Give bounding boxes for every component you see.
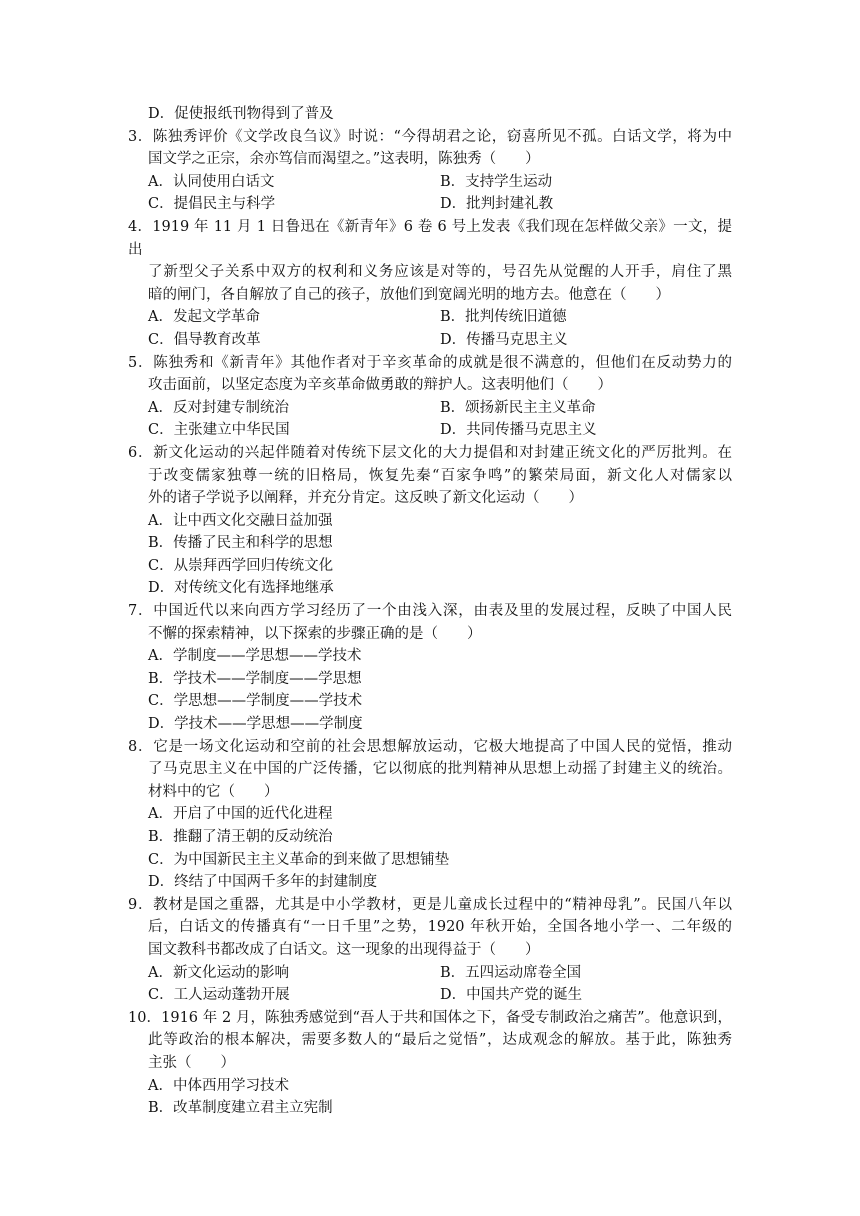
option-row — [128, 193, 732, 216]
option-text: D．促使报纸刊物得到了普及 — [148, 106, 334, 122]
option-text: B．支持学生运动 — [440, 173, 553, 190]
option-text: B．颂扬新民主主义革命 — [440, 399, 596, 416]
question-line: 外的诸子学说予以阐释，并充分肯定。这反映了新文化运动（ ） — [148, 490, 583, 507]
option-text: D．共同传播马克思主义 — [440, 422, 597, 439]
option-text: D．对传统文化有选择地继承 — [148, 580, 334, 597]
option-text: C．倡导教育改革 — [148, 331, 261, 348]
question-line: 6．新文化运动的兴起伴随着对传统下层文化的大力提倡和对封建正统文化的严厉批判。在 — [128, 444, 732, 461]
option-text: C．学思想——学制度——学技术 — [148, 693, 363, 710]
option-text: A．中体西用学习技术 — [148, 1077, 289, 1094]
option-row — [128, 984, 732, 1007]
option-text: C．工人运动蓬勃开展 — [148, 987, 290, 1004]
question-line: 于改变儒家独尊一统的旧格局，恢复先秦“百家争鸣”的繁荣局面，新文化人对儒家以 — [148, 467, 732, 484]
option-text: B．批判传统旧道德 — [440, 309, 567, 326]
question-line: 了马克思主义在中国的广泛传播，它以彻底的批判精神从思想上动摇了封建主义的统治。 — [148, 761, 732, 778]
option-text: D．中国共产党的诞生 — [440, 987, 583, 1004]
option-text: B．学技术——学制度——学思想 — [148, 670, 362, 687]
option-text: B．传播了民主和科学的思想 — [148, 535, 333, 552]
question-line: 后，白话文的传播真有“一日千里”之势，1920 年秋开始，全国各地小学一、二年级的 — [148, 919, 732, 936]
option-text: D．学技术——学思想——学制度 — [148, 716, 363, 733]
option-text: C．为中国新民主主义革命的到来做了思想铺垫 — [148, 851, 450, 868]
option-text: D．批判封建礼教 — [440, 196, 554, 213]
option-text: B．改革制度建立君主立宪制 — [148, 1100, 333, 1117]
option-text: A．让中西文化交融日益加强 — [148, 512, 333, 529]
question-line: 7．中国近代以来向西方学习经历了一个由浅入深，由表及里的发展过程，反映了中国人民 — [128, 603, 732, 620]
option-text: B．推翻了清王朝的反动统治 — [148, 829, 333, 845]
question-line: 3．陈独秀评价《文学改良刍议》时说：“今得胡君之论，窃喜所见不孤。白话文学，将为中 — [128, 128, 732, 145]
question-line: 了新型父子关系中双方的权利和义务应该是对等的，号召先从觉醒的人开手，肩住了黑 — [148, 264, 732, 281]
question-line: 5．陈独秀和《新青年》其他作者对于辛亥革命的成就是很不满意的，但他们在反动势力的 — [128, 354, 732, 371]
option-row — [128, 397, 732, 420]
option-row — [128, 171, 732, 194]
question-content — [128, 103, 732, 1120]
question-line: 不懈的探索精神，以下探索的步骤正确的是（ ） — [148, 625, 482, 642]
option-row — [128, 962, 732, 985]
question-line: 暗的闸门，各自解放了自己的孩子，放他们到宽阔光明的地方去。他意在（ ） — [148, 286, 670, 303]
question-line: 9．教材是国之重器，尤其是中小学教材，更是儿童成长过程中的“精神母乳”。民国八年以 — [128, 896, 732, 913]
option-text: B．五四运动席卷全国 — [440, 964, 582, 981]
option-text: D．传播马克思主义 — [440, 331, 568, 348]
question-line: 此等政治的根本解决，需要多数人的“最后之觉悟”，达成观念的解放。基于此，陈独秀 — [148, 1032, 732, 1049]
option-text: A．学制度——学思想——学技术 — [148, 648, 362, 665]
question-line: 材料中的它（ ） — [148, 783, 279, 800]
question-line: 4．1919 年 11 月 1 日鲁迅在《新青年》6 卷 6 号上发表《我们现在怎样做父亲》一文，提出 — [128, 218, 732, 258]
option-row — [128, 419, 732, 442]
option-text: C．提倡民主与科学 — [148, 196, 276, 213]
question-line: 攻击面前，以坚定态度为辛亥革命做勇敢的辩护人。这表明他们（ ） — [148, 377, 612, 394]
option-text: A．开启了中国的近代化进程 — [148, 806, 333, 823]
option-text: A．反对封建专制统治 — [148, 399, 289, 416]
option-text: C．从崇拜西学回归传统文化 — [148, 557, 334, 574]
option-text: A．新文化运动的影响 — [148, 964, 289, 981]
option-text: A．认同使用白话文 — [148, 173, 275, 190]
question-line: 8．它是一场文化运动和空前的社会思想解放运动，它极大地提高了中国人民的觉悟，推动 — [128, 738, 732, 755]
option-row — [128, 329, 732, 352]
option-text: C．主张建立中华民国 — [148, 422, 290, 439]
option-text: D．终结了中国两千多年的封建制度 — [148, 874, 378, 891]
question-line: 主张（ ） — [148, 1054, 235, 1071]
option-row — [128, 306, 732, 329]
option-text: A．发起文学革命 — [148, 309, 260, 326]
question-line: 国文学之正宗，余亦笃信而渴望之。”这表明，陈独秀（ ） — [148, 151, 540, 168]
question-line: 10．1916 年 2 月，陈独秀感觉到“吾人于共和国体之下，备受专制政治之痛苦”。他意识到， — [128, 1009, 732, 1026]
question-line: 国文教科书都改成了白话文。这一现象的出现得益于（ ） — [148, 941, 540, 958]
